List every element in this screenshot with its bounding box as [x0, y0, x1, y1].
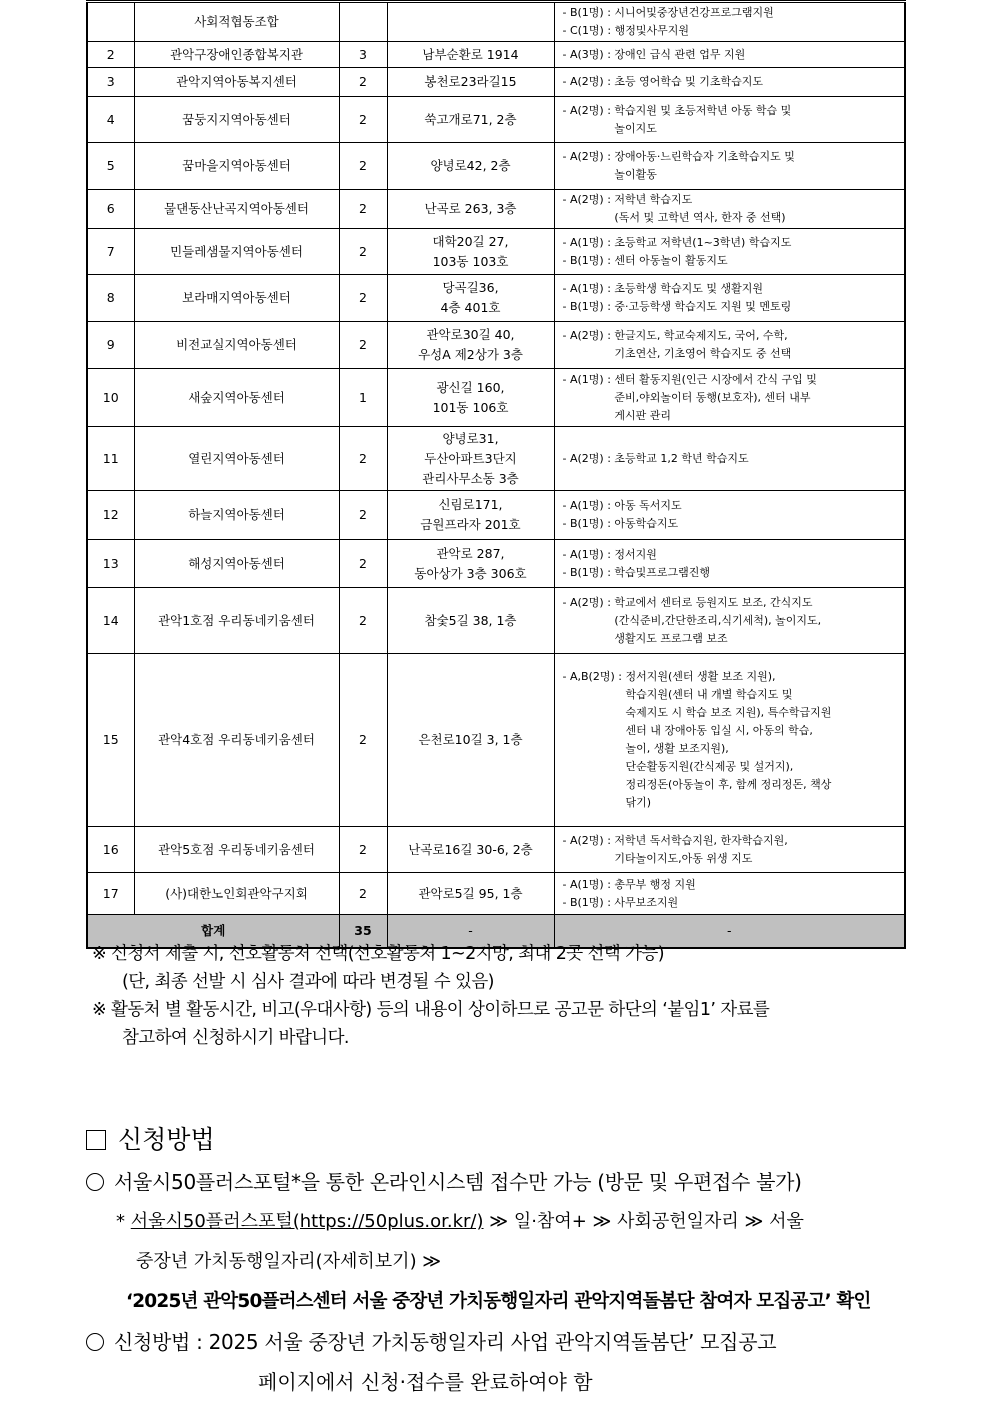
- site-name: 관악구장애인종합복지관: [134, 42, 339, 68]
- portal-link[interactable]: 서울시50플러스포털(https://50plus.or.kr/): [130, 1211, 484, 1232]
- duty-text: [625, 668, 898, 812]
- row-number: 16: [87, 827, 134, 873]
- table-row: [87, 369, 905, 427]
- participant-count: 2: [339, 654, 387, 827]
- application-method-text: 신청방법 : 2025 서울 중장년 가치동행일자리 사업 관악지역돌봄단’ 모집공고: [114, 1330, 777, 1354]
- site-address: [387, 143, 554, 190]
- duty-line: 초등학교 저학년(1~3학년) 학습지도: [614, 235, 792, 249]
- duty-role: - A(1명) :: [562, 235, 615, 249]
- duty-description: [554, 491, 905, 540]
- participant-count: 2: [339, 143, 387, 190]
- site-address: [387, 827, 554, 873]
- address-line: 광신길 160,: [436, 379, 505, 395]
- circle-bullet-icon: [86, 1333, 104, 1351]
- duty-item: [563, 497, 899, 515]
- duty-line: 놀이활동: [614, 168, 657, 181]
- address-line: 우성A 제2상가 3층: [418, 347, 523, 362]
- site-name: 물댄동산난곡지역아동센터: [134, 190, 339, 229]
- row-number: 9: [87, 322, 134, 369]
- application-method-cont: 페이지에서 신청·접수를 완료하여야 함: [258, 1370, 593, 1394]
- row-number: 5: [87, 143, 134, 190]
- site-name: 관악지역아동복지센터: [134, 68, 339, 97]
- duty-line: 시니어및중장년건강프로그램지원: [614, 6, 774, 19]
- table-row: [87, 275, 905, 322]
- section-title-text: 신청방법: [118, 1125, 215, 1154]
- duty-line: 놀이지도: [614, 121, 657, 135]
- duty-text: [614, 252, 898, 270]
- duty-role: - B(1명) :: [562, 517, 615, 530]
- duty-item: [563, 564, 899, 582]
- address-line: 은천로10길 3, 1층: [418, 732, 523, 747]
- site-name: 꿈둥지지역아동센터: [134, 97, 339, 143]
- address-line: 봉천로23라길15: [424, 74, 517, 89]
- site-name: 관악5호점 우리동네키움센터: [134, 827, 339, 873]
- row-number: 11: [87, 427, 134, 491]
- duty-description: [554, 427, 905, 491]
- duty-role: - A(1명) :: [562, 282, 615, 295]
- activity-site-table-wrapper: [86, 0, 904, 949]
- duty-role: - B(1명) :: [562, 253, 615, 267]
- address-line: 대학20길 27,: [432, 233, 509, 249]
- duty-text: [614, 280, 898, 298]
- duty-item: [563, 832, 899, 868]
- duty-item: [563, 594, 899, 648]
- duty-line: 생활지도 프로그램 보조: [614, 631, 728, 645]
- duty-description: [554, 143, 905, 190]
- duty-line: 정서지원: [614, 547, 657, 561]
- table-row: [87, 427, 905, 491]
- duty-item: [563, 298, 899, 316]
- table-row: [87, 322, 905, 369]
- table-row: [87, 68, 905, 97]
- address-line: 101동 106호: [432, 399, 509, 415]
- duty-description: [554, 190, 905, 229]
- site-address: [387, 42, 554, 68]
- duty-line: 학교에서 센터로 등원지도 보조, 간식지도: [614, 595, 813, 609]
- section-title: [86, 1120, 916, 1160]
- duty-text: [614, 876, 898, 894]
- duty-line: 초등학교 1,2 학년 학습지도: [614, 451, 749, 465]
- participant-count: 2: [339, 540, 387, 588]
- duty-line: 센터 아동놀이 활동지도: [614, 253, 728, 267]
- site-name: 민들레샘물지역아동센터: [134, 229, 339, 275]
- duty-item: [563, 191, 899, 227]
- duty-line: 놀이, 생활 보조지원),: [625, 742, 729, 755]
- site-address: [387, 229, 554, 275]
- duty-role: - A(1명) :: [562, 547, 615, 561]
- address-line: 두산아파트3단지: [424, 450, 517, 466]
- total-label: 합계: [87, 915, 339, 948]
- duty-item: [563, 371, 899, 425]
- duty-description: [554, 229, 905, 275]
- duty-line: 센터 내 장애아동 입실 시, 아동의 학습,: [625, 724, 813, 737]
- duty-item: [563, 234, 899, 252]
- duty-line: 초등 영어학습 및 기초학습지도: [614, 75, 764, 88]
- duty-line: 장애아동·느린학습자 기초학습지도 및: [614, 150, 795, 163]
- duty-line: 학습지원(센터 내 개별 학습지도 및: [625, 688, 793, 701]
- address-line: 쑥고개로71, 2층: [424, 111, 517, 127]
- duty-role: - B(1명) :: [562, 895, 615, 909]
- table-row: [87, 42, 905, 68]
- note-attachment-cont: 참고하여 신청하시기 바랍니다.: [122, 1028, 349, 1048]
- site-name: 관악4호점 우리동네키움센터: [134, 654, 339, 827]
- duty-text: [614, 497, 898, 515]
- table-row: [87, 588, 905, 654]
- participant-count: 2: [339, 68, 387, 97]
- site-name: 새숲지역아동센터: [134, 369, 339, 427]
- duty-line: 저학년 학습지도: [614, 193, 693, 206]
- site-address: [387, 190, 554, 229]
- address-line: 양녕로42, 2층: [430, 158, 511, 173]
- duty-description: [554, 654, 905, 827]
- site-name: 관악1호점 우리동네키움센터: [134, 588, 339, 654]
- table-row: [87, 873, 905, 915]
- duty-role: - A(3명) :: [562, 47, 615, 61]
- participant-count: 1: [339, 369, 387, 427]
- duty-text: [614, 546, 898, 564]
- duty-item: [563, 22, 899, 40]
- duty-line: 사무보조지원: [614, 895, 679, 909]
- address-line: 관악로 287,: [436, 545, 505, 561]
- duty-description: [554, 369, 905, 427]
- table-row: [87, 540, 905, 588]
- site-address: [387, 68, 554, 97]
- row-number: [87, 2, 134, 42]
- duty-item: [563, 280, 899, 298]
- duty-role: - A(2명) :: [562, 329, 615, 342]
- duty-item: [563, 668, 899, 812]
- duty-item: [563, 894, 899, 912]
- duty-role: - A(1명) :: [562, 877, 615, 891]
- duty-line: 숙제지도 시 학습 보조 지원), 특수학급지원: [625, 706, 832, 719]
- duty-text: [614, 298, 898, 316]
- site-name: 꿈마을지역아동센터: [134, 143, 339, 190]
- duty-text: [614, 73, 898, 91]
- duty-line: 닦기): [625, 796, 651, 809]
- participant-count: 2: [339, 427, 387, 491]
- duty-role: - A(1명) :: [562, 499, 615, 512]
- address-line: 참숯5길 38, 1층: [424, 612, 517, 628]
- table-row: [87, 143, 905, 190]
- duty-line: 기타놀이지도,아동 위생 지도: [614, 851, 753, 865]
- duty-role: - A(2명) :: [562, 75, 615, 88]
- duty-item: [563, 252, 899, 270]
- duty-description: [554, 42, 905, 68]
- address-line: 양녕로31,: [442, 430, 499, 446]
- address-line: 신림로171,: [438, 497, 503, 512]
- total-count: 35: [339, 915, 387, 948]
- duty-item: [563, 73, 899, 91]
- duty-role: - A(2명) :: [562, 150, 615, 163]
- duty-item: [563, 4, 899, 22]
- table-row: [87, 491, 905, 540]
- address-line: 금원프라자 201호: [420, 517, 521, 532]
- participant-count: 2: [339, 588, 387, 654]
- site-name: 해성지역아동센터: [134, 540, 339, 588]
- asterisk-mark: *: [116, 1211, 131, 1232]
- total-address: -: [387, 915, 554, 948]
- duty-text: [614, 894, 898, 912]
- row-number: 2: [87, 42, 134, 68]
- address-line: 103동 103호: [432, 253, 509, 269]
- circle-bullet-icon: [86, 1173, 104, 1191]
- duty-description: [554, 68, 905, 97]
- site-address: [387, 275, 554, 322]
- address-line: 난곡로 263, 3층: [424, 201, 517, 216]
- row-number: 15: [87, 654, 134, 827]
- address-line: 난곡로16길 30-6, 2층: [408, 841, 533, 857]
- duty-role: - A(2명) :: [562, 193, 615, 206]
- table-row: [87, 2, 905, 42]
- duty-description: [554, 275, 905, 322]
- duty-role: - A(2명) :: [562, 833, 615, 847]
- duty-line: 정리정돈(아동놀이 후, 함께 정리정돈, 책상: [625, 778, 832, 791]
- participant-count: [339, 2, 387, 42]
- participant-count: 2: [339, 873, 387, 915]
- application-method-section: [86, 1120, 916, 1402]
- portal-path: [86, 1202, 916, 1242]
- site-address: [387, 654, 554, 827]
- duty-line: 중·고등학생 학습지도 지원 및 멘토링: [614, 300, 792, 313]
- row-number: 7: [87, 229, 134, 275]
- duty-line: 총무부 행정 지원: [614, 877, 696, 891]
- participant-count: 2: [339, 275, 387, 322]
- address-line: 관악로30길 40,: [426, 327, 515, 342]
- duty-text: [614, 191, 898, 227]
- site-address: [387, 427, 554, 491]
- duty-line: 장애인 급식 관련 업무 지원: [614, 47, 746, 61]
- online-only-text: 서울시50플러스포털*을 통한 온라인시스템 접수만 가능 (방문 및 우편접수 불가): [114, 1170, 802, 1194]
- row-number: 10: [87, 369, 134, 427]
- duty-text: [614, 102, 898, 138]
- site-address: [387, 2, 554, 42]
- site-address: [387, 588, 554, 654]
- row-number: 8: [87, 275, 134, 322]
- duty-item: [563, 102, 899, 138]
- note-attachment: ※ 활동처 별 활동시간, 비고(우대사항) 등의 내용이 상이하므로 공고문 하단의 ‘붙임1’ 자료를: [92, 1000, 770, 1020]
- duty-text: [614, 832, 898, 868]
- portal-path-cont: 중장년 가치동행일자리(자세히보기) ≫: [136, 1251, 442, 1272]
- table-row: [87, 97, 905, 143]
- duty-line: 아동 독서지도: [614, 499, 682, 512]
- note-preference: ※ 신청서 제출 시, 선호활동처 선택(선호활동처 1~2지망, 최대 2곳 선택 가능): [92, 944, 664, 964]
- duty-description: [554, 588, 905, 654]
- duty-line: 아동학습지도: [614, 517, 679, 530]
- duty-description: [554, 827, 905, 873]
- table-row: [87, 229, 905, 275]
- duty-text: [614, 594, 898, 648]
- participant-count: 2: [339, 190, 387, 229]
- participant-count: 3: [339, 42, 387, 68]
- duty-line: 저학년 독서학습지원, 한자학습지원,: [614, 833, 788, 847]
- duty-line: 기초연산, 기초영어 학습지도 중 선택: [614, 347, 792, 360]
- address-line: 관리사무소동 3층: [422, 470, 519, 486]
- site-address: [387, 322, 554, 369]
- site-address: [387, 873, 554, 915]
- duty-text: [614, 46, 898, 64]
- duty-item: [563, 148, 899, 184]
- duty-role: - B(1명) :: [562, 6, 615, 19]
- site-name: 열린지역아동센터: [134, 427, 339, 491]
- duty-text: [614, 148, 898, 184]
- duty-description: [554, 540, 905, 588]
- duty-text: [614, 327, 898, 363]
- duty-item: [563, 450, 899, 468]
- notes: [92, 940, 912, 1052]
- duty-text: [614, 371, 898, 425]
- duty-line: 게시판 관리: [614, 408, 672, 422]
- duty-line: (독서 및 고학년 역사, 한자 중 선택): [614, 211, 786, 224]
- duty-line: 한글지도, 학교숙제지도, 국어, 수학,: [614, 329, 788, 342]
- row-number: 3: [87, 68, 134, 97]
- row-number: 12: [87, 491, 134, 540]
- address-line: 관악로5길 95, 1층: [418, 885, 523, 901]
- duty-line: 준비,야외놀이터 동행(보호자), 센터 내부: [614, 390, 811, 404]
- site-name: 비전교실지역아동센터: [134, 322, 339, 369]
- table-row: [87, 827, 905, 873]
- site-address: [387, 369, 554, 427]
- duty-role: - A(2명) :: [562, 451, 615, 465]
- participant-count: 2: [339, 229, 387, 275]
- duty-line: 초등학생 학습지도 및 생활지원: [614, 282, 764, 295]
- duty-item: [563, 876, 899, 894]
- duty-text: [614, 564, 898, 582]
- note-preference-cont: (단, 최종 선발 시 심사 결과에 따라 변경될 수 있음): [122, 972, 494, 992]
- portal-path-text: ≫ 일·참여+ ≫ 사회공헌일자리 ≫ 서울: [483, 1211, 804, 1232]
- row-number: 6: [87, 190, 134, 229]
- duty-item: [563, 46, 899, 64]
- address-line: 남부순환로 1914: [422, 46, 519, 62]
- duty-role: - A(1명) :: [562, 372, 615, 386]
- application-method-item: [86, 1322, 916, 1362]
- activity-site-table: [86, 0, 906, 949]
- duty-text: [614, 234, 898, 252]
- duty-description: [554, 322, 905, 369]
- duty-text: [615, 22, 898, 40]
- duty-line: 학습및프로그램진행: [614, 565, 711, 579]
- table-body: [87, 2, 905, 948]
- row-number: 4: [87, 97, 134, 143]
- duty-text: [614, 515, 898, 533]
- notice-title-check: ‘2025년 관악50플러스센터 서울 중장년 가치동행일자리 관악지역돌봄단 참여자 모집공고’ 확인: [126, 1291, 871, 1312]
- participant-count: 2: [339, 491, 387, 540]
- total-duties: -: [554, 915, 905, 948]
- participant-count: 2: [339, 322, 387, 369]
- duty-description: [554, 873, 905, 915]
- duty-item: [563, 327, 899, 363]
- duty-role: - A(2명) :: [562, 103, 615, 117]
- row-number: 17: [87, 873, 134, 915]
- address-line: 당곡길36,: [442, 280, 499, 295]
- table-row: [87, 190, 905, 229]
- duty-role: - B(1명) :: [562, 565, 615, 579]
- duty-line: 행정및사무지원: [614, 24, 689, 37]
- participant-count: 2: [339, 827, 387, 873]
- online-only-item: [86, 1162, 916, 1202]
- duty-line: (간식준비,간단한조리,식기세척), 놀이지도,: [614, 613, 822, 627]
- table-row: [87, 654, 905, 827]
- row-number: 13: [87, 540, 134, 588]
- duty-line: 단순활동지원(간식제공 및 설거지),: [625, 760, 794, 773]
- address-line: 4층 401호: [440, 300, 501, 315]
- site-address: [387, 540, 554, 588]
- site-address: [387, 97, 554, 143]
- duty-role: - A(2명) :: [562, 595, 615, 609]
- duty-description: [554, 97, 905, 143]
- participant-count: 2: [339, 97, 387, 143]
- site-name: 하늘지역아동센터: [134, 491, 339, 540]
- duty-role: - C(1명) :: [562, 24, 615, 37]
- duty-description: [554, 2, 905, 42]
- duty-text: [614, 4, 898, 22]
- duty-role: - A,B(2명) :: [562, 670, 626, 683]
- duty-item: [563, 515, 899, 533]
- square-bullet-icon: [86, 1130, 106, 1150]
- row-number: 14: [87, 588, 134, 654]
- site-address: [387, 491, 554, 540]
- address-line: 동아상가 3층 306호: [414, 565, 527, 581]
- site-name: 보라매지역아동센터: [134, 275, 339, 322]
- site-name: 사회적협동조합: [134, 2, 339, 42]
- duty-item: [563, 546, 899, 564]
- duty-line: 정서지원(센터 생활 보조 지원),: [625, 670, 776, 683]
- site-name: (사)대한노인회관악구지회: [134, 873, 339, 915]
- duty-role: - B(1명) :: [562, 300, 615, 313]
- duty-line: 학습지원 및 초등저학년 아동 학습 및: [614, 103, 792, 117]
- duty-text: [614, 450, 898, 468]
- duty-line: 센터 활동지원(인근 시장에서 간식 구입 및: [614, 372, 817, 386]
